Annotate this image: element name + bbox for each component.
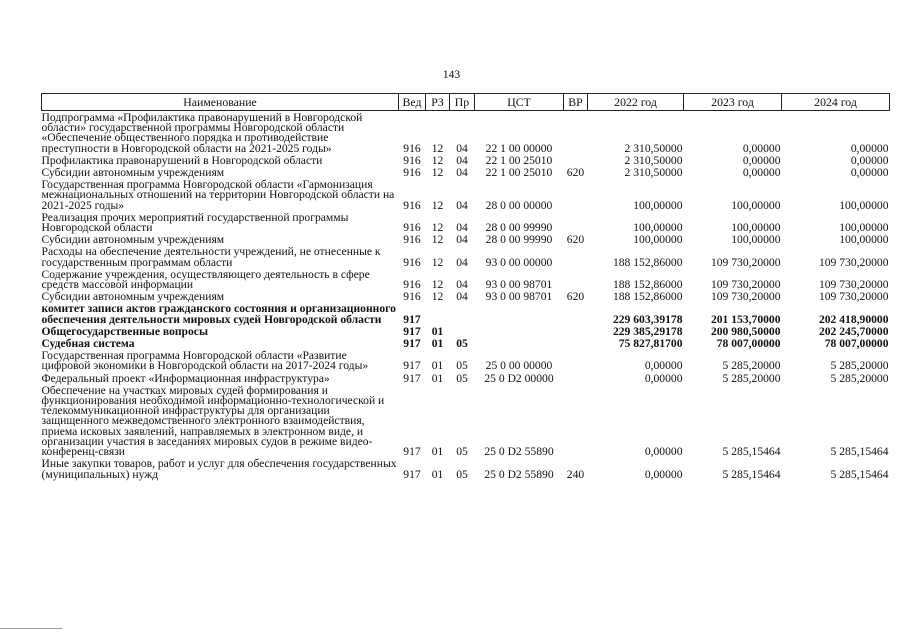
row-amount-2022: 100,00000 (633, 233, 683, 247)
row-cst: 22 1 00 25010 (485, 166, 553, 180)
row-ved: 916 (403, 141, 421, 155)
row-amount-2022: 188 152,86000 (612, 278, 683, 292)
row-pr (450, 325, 475, 337)
row-pr: 04 (456, 278, 468, 292)
table-row (42, 337, 890, 349)
row-amount-2023: 109 730,20000 (710, 278, 781, 292)
header-ved: Вед (399, 94, 426, 111)
row-pr: 04 (456, 255, 468, 269)
table-row (42, 178, 890, 211)
table-header-row (42, 94, 890, 111)
row-cst: 22 1 00 25010 (485, 153, 553, 167)
row-pr: 04 (456, 198, 468, 212)
row-amount-2023: 5 285,20000 (722, 371, 781, 385)
row-amount-2022: 2 310,50000 (624, 166, 683, 180)
row-amount-2022: 0,00000 (644, 445, 683, 459)
row-amount-2022: 100,00000 (633, 221, 683, 235)
row-ved: 917 (403, 312, 421, 326)
row-rz: 12 (431, 221, 444, 235)
table-row (42, 384, 890, 457)
row-cst: 25 0 00 00000 (485, 359, 553, 373)
table-row (42, 268, 890, 290)
row-amount-2022: 188 152,86000 (612, 290, 683, 304)
row-amount-2024: 100,00000 (839, 198, 889, 212)
table-row (42, 111, 890, 154)
row-rz: 01 (431, 337, 444, 351)
row-vr (564, 268, 588, 290)
row-amount-2024: 5 285,20000 (830, 359, 889, 373)
row-name: Государственная программа Новгородской области «Гармонизация межнациональных отношений на территории Новгородской области на 2021-2025 годы» (41, 178, 395, 212)
row-amount-2022: 100,00000 (633, 198, 683, 212)
row-vr: 620 (566, 233, 585, 247)
row-cst: 25 0 D2 55890 (484, 467, 554, 481)
table-row (42, 166, 890, 178)
row-ved: 916 (403, 255, 421, 269)
row-cst: 28 0 00 00000 (485, 198, 553, 212)
table-row (42, 154, 890, 166)
row-name: комитет записи актов гражданского состояния и организационного обеспечения деятельности мировых судей Новгородской области (41, 302, 396, 326)
row-ved: 917 (403, 371, 421, 385)
row-name: Расходы на обеспечение деятельности учреждений, не отнесенные к государственным программам области (41, 245, 381, 269)
row-pr: 05 (456, 371, 468, 385)
row-amount-2022: 188 152,86000 (612, 255, 683, 269)
row-vr: 620 (566, 290, 585, 304)
row-vr (564, 302, 588, 324)
row-name: Реализация прочих мероприятий государственной программы Новгородской области (41, 210, 349, 235)
row-vr (564, 325, 588, 337)
row-cst: 25 0 D2 55890 (484, 445, 554, 459)
row-rz: 12 (431, 198, 444, 212)
row-name: Общегосударственные вопросы (41, 324, 208, 338)
row-amount-2023: 5 285,15464 (722, 467, 781, 481)
row-name: Профилактика правонарушений в Новгородской области (41, 153, 323, 167)
row-ved: 916 (403, 198, 421, 212)
row-amount-2023: 0,00000 (742, 141, 781, 155)
row-name: Субсидии автономным учреждениям (41, 290, 225, 304)
row-name: Субсидии автономным учреждениям (41, 233, 225, 247)
row-vr (564, 211, 588, 233)
row-cst: 28 0 00 99990 (485, 233, 553, 247)
row-vr: 620 (566, 166, 585, 180)
row-name: Подпрограмма «Профилактика правонарушений в Новгородской области» государственной программы Новгородской области «Обеспечение общественного порядка и противодействие преступности в Новгородской области на 2021-2025 годы» (41, 111, 363, 155)
row-amount-2023: 0,00000 (742, 166, 781, 180)
table-row (42, 211, 890, 233)
row-amount-2024: 109 730,20000 (818, 290, 889, 304)
page-number: 143 (442, 69, 461, 81)
row-pr: 04 (456, 153, 468, 167)
table-row (42, 245, 890, 267)
row-ved: 916 (403, 166, 421, 180)
row-cst: 93 0 00 98701 (485, 278, 553, 292)
row-name: Субсидии автономным учреждениям (41, 166, 225, 180)
header-vr: ВР (564, 94, 588, 111)
row-name: Содержание учреждения, осуществляющего деятельность в сфере средств массовой информации (41, 267, 370, 292)
row-cst: 22 1 00 00000 (485, 141, 553, 155)
row-rz: 12 (431, 278, 444, 292)
row-pr: 05 (456, 445, 468, 459)
header-cst: ЦСТ (475, 94, 564, 111)
row-rz: 12 (431, 166, 444, 180)
row-amount-2024: 100,00000 (839, 221, 889, 235)
row-rz: 01 (431, 359, 444, 373)
row-ved: 916 (403, 233, 421, 247)
row-name: Федеральный проект «Информационная инфраструктура» (41, 371, 330, 385)
row-amount-2022: 0,00000 (644, 371, 683, 385)
row-amount-2024: 78 007,00000 (824, 337, 889, 351)
row-rz: 01 (431, 445, 444, 459)
row-pr: 04 (456, 290, 468, 304)
row-pr: 05 (456, 337, 468, 351)
row-amount-2022: 0,00000 (644, 359, 683, 373)
row-rz: 12 (431, 141, 444, 155)
row-amount-2024: 109 730,20000 (818, 278, 889, 292)
row-rz: 01 (431, 324, 444, 338)
row-amount-2024: 0,00000 (850, 141, 889, 155)
row-rz: 12 (431, 153, 444, 167)
row-pr (450, 302, 475, 324)
row-amount-2024: 0,00000 (850, 166, 889, 180)
row-pr: 04 (456, 233, 468, 247)
header-name: Наименование (42, 94, 399, 111)
row-amount-2023: 78 007,00000 (716, 337, 781, 351)
row-amount-2024: 5 285,20000 (830, 371, 889, 385)
row-cst: 93 0 00 00000 (485, 255, 553, 269)
row-cst (475, 325, 564, 337)
row-name: Государственная программа Новгородской области «Развитие цифровой экономики в Новгородской области на 2017-2024 годы» (41, 349, 369, 373)
row-vr (564, 337, 588, 349)
row-amount-2024: 100,00000 (839, 233, 889, 247)
row-amount-2023: 5 285,20000 (722, 359, 781, 373)
row-ved: 917 (403, 467, 421, 481)
table-row (42, 372, 890, 384)
row-amount-2023: 0,00000 (742, 153, 781, 167)
row-rz: 12 (431, 290, 444, 304)
row-vr (564, 349, 588, 371)
table-row (42, 457, 890, 479)
row-amount-2022: 2 310,50000 (624, 141, 683, 155)
row-pr: 04 (456, 166, 468, 180)
row-ved: 917 (403, 324, 421, 338)
footnote-divider (0, 628, 62, 629)
row-name: Обеспечение на участках мировых судей формирования и функционирования необходимой информационно-технологической и телекоммуникационной инфраструктуры для организации защищенного межведомственного электронного взаимодействия, приема исковых заявлений, направляемых в электронном виде, и организации участия в заседаниях мировых судов в режиме видео-конференц-связи (41, 383, 385, 459)
row-amount-2023: 201 153,70000 (710, 312, 781, 326)
row-cst (475, 337, 564, 349)
table-row (42, 290, 890, 302)
row-amount-2022: 229 385,29178 (612, 324, 683, 338)
row-amount-2022: 75 827,81700 (618, 337, 683, 351)
row-amount-2023: 5 285,15464 (722, 445, 781, 459)
header-2023: 2023 год (684, 94, 782, 111)
row-ved: 916 (403, 290, 421, 304)
row-ved: 916 (403, 221, 421, 235)
table-row (42, 302, 890, 324)
row-vr (564, 372, 588, 384)
header-2024: 2024 год (782, 94, 890, 111)
table-row (42, 349, 890, 371)
row-ved: 916 (403, 278, 421, 292)
row-rz: 01 (431, 371, 444, 385)
row-cst: 28 0 00 99990 (485, 221, 553, 235)
row-rz: 12 (431, 255, 444, 269)
row-rz: 12 (431, 233, 444, 247)
row-ved: 917 (403, 445, 421, 459)
row-name: Иные закупки товаров, работ и услуг для обеспечения государственных (муниципальных) нужд (41, 457, 397, 481)
row-amount-2023: 100,00000 (731, 198, 781, 212)
row-vr (564, 111, 588, 154)
row-amount-2023: 100,00000 (731, 221, 781, 235)
row-pr: 05 (456, 467, 468, 481)
row-rz: 01 (431, 467, 444, 481)
budget-table (41, 93, 890, 480)
header-2022: 2022 год (588, 94, 684, 111)
row-amount-2023: 109 730,20000 (710, 290, 781, 304)
table-row (42, 325, 890, 337)
row-ved: 917 (403, 359, 421, 373)
row-cst (475, 302, 564, 324)
row-ved: 916 (403, 153, 421, 167)
row-amount-2022: 2 310,50000 (624, 153, 683, 167)
row-amount-2023: 200 980,50000 (710, 324, 781, 338)
row-cst: 25 0 D2 00000 (484, 371, 554, 385)
row-pr: 04 (456, 141, 468, 155)
row-amount-2024: 202 245,70000 (818, 324, 889, 338)
header-pr: Пр (450, 94, 475, 111)
row-cst: 93 0 00 98701 (485, 290, 553, 304)
row-vr (564, 384, 588, 457)
row-pr: 05 (456, 359, 468, 373)
row-amount-2024: 202 418,90000 (818, 312, 889, 326)
row-vr: 240 (566, 467, 585, 481)
row-vr (564, 245, 588, 267)
row-vr (564, 154, 588, 166)
header-rz: РЗ (426, 94, 450, 111)
row-name: Судебная система (41, 337, 135, 351)
row-amount-2022: 229 603,39178 (612, 312, 683, 326)
row-amount-2022: 0,00000 (644, 467, 683, 481)
row-rz (426, 302, 450, 324)
row-vr (564, 178, 588, 211)
row-amount-2023: 109 730,20000 (710, 255, 781, 269)
row-pr: 04 (456, 221, 468, 235)
table-row (42, 233, 890, 245)
row-amount-2023: 100,00000 (731, 233, 781, 247)
row-amount-2024: 5 285,15464 (830, 467, 889, 481)
row-amount-2024: 0,00000 (850, 153, 889, 167)
row-amount-2024: 109 730,20000 (818, 255, 889, 269)
row-ved: 917 (403, 337, 421, 351)
row-amount-2024: 5 285,15464 (830, 445, 889, 459)
